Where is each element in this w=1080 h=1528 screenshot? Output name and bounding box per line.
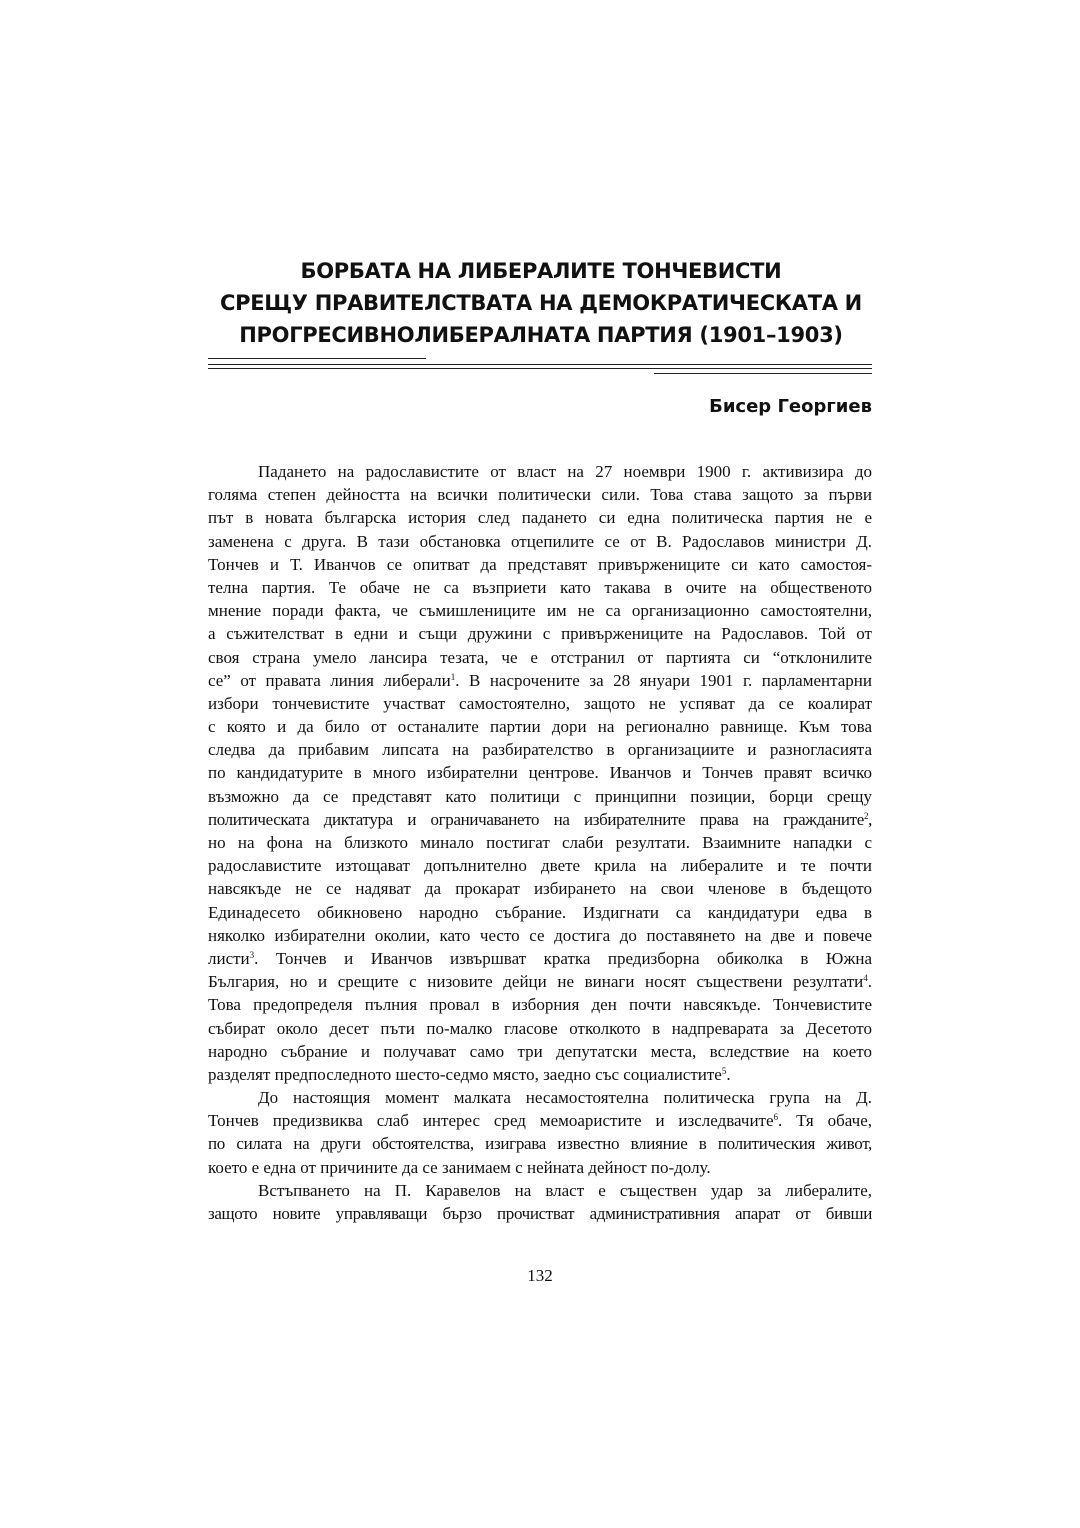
body-line: заменена с друга. В тази обстановка отцепилите се от В. Радославов министри Д.	[208, 531, 872, 551]
title-line-3: ПРОГРЕСИВНОЛИБЕРАЛНАТА ПАРТИЯ (1901–1903)	[239, 323, 843, 347]
footnote-ref-4: 4	[863, 973, 868, 984]
page-number: 132	[527, 1266, 553, 1285]
divider-long-lower	[208, 368, 872, 369]
author-name: Бисер Георгиев	[709, 396, 872, 417]
body-line: разделят предпоследното шесто-седмо място, заедно със социалистите$^5$.	[208, 1064, 731, 1084]
body-line: по силата на други обстоятелства, изиграва известно влияние в политическия живот,	[208, 1134, 872, 1154]
body-line: но на фона на близкото минало постигат слаби резултати. Взаимните нападки с	[208, 833, 872, 852]
body-line: се” от правата линия либерали$^1$. В насрочените за 28 януари 1901 г. парламентарни	[208, 670, 872, 690]
body-line: Тончев и Т. Иванчов се опитват да представят привържениците си като самостоя-	[208, 554, 872, 574]
divider-long-upper	[208, 364, 872, 365]
body-line: по кандидатурите в много избирателни центрове. Иванчов и Тончев правят всичко	[208, 763, 872, 783]
body-line: голяма степен дейността на всички политически сили. Това става защото за първи	[208, 485, 872, 505]
body-line: Единадесето обикновено народно събрание. Издигнати са кандидатури едва в	[208, 902, 872, 922]
body-line: До настоящия момент малката несамостоятелна политическа група на Д.	[258, 1088, 872, 1108]
footnote-ref-2: 2	[863, 810, 869, 821]
footnote-ref-6: 6	[773, 1112, 779, 1123]
article-body	[208, 460, 872, 1225]
body-line: събират около десет пъти по-малко гласове отколкото в надпреварата за Десетото	[208, 1018, 872, 1038]
body-line: Тончев предизвиква слаб интерес сред мемоаристите и изследвачите$^6$. Тя обаче,	[208, 1111, 872, 1131]
body-line: възможно да се представят като политици с принципни позиции, борци срещу	[208, 786, 872, 806]
footnote-ref-3: 3	[249, 949, 255, 960]
body-line: няколко избирателни околии, като често се достига до поставянето на две и повече	[208, 925, 872, 945]
body-line: а съжителстват в едни и същи дружини с привържениците на Радославов. Той от	[208, 624, 872, 644]
body-line: навсякъде не се надяват да прокарат избирането на свои членове в бъдещото	[208, 879, 872, 899]
body-line: България, но и срещите с низовите дейци не винаги носят съществени резултати$^4$.	[208, 972, 872, 992]
body-line: народно събрание и получават само три депутатски места, вследствие на което	[208, 1041, 872, 1061]
body-line: Встъпването на П. Каравелов на власт е съществен удар за либералите,	[258, 1180, 872, 1200]
body-line: избори тончевистите участват самостоятелно, защото не успяват да се коалират	[208, 693, 872, 713]
body-line: листи$^3$. Тончев и Иванчов извършват кратка предизборна обиколка в Южна	[208, 948, 872, 968]
body-line: което е една от причините да се занимаем с нейната дейност по-долу.	[208, 1157, 711, 1177]
divider-short-left	[208, 358, 426, 359]
body-line: Падането на радославистите от власт на 27 ноември 1900 г. активизира до	[258, 462, 872, 481]
body-line: своя страна умело лансира тезата, че е отстранил от партията си “отклонилите	[208, 647, 872, 667]
body-line: следва да прибавим липсата на разбирателство в организациите и разногласията	[208, 740, 872, 760]
footnote-ref-1: 1	[450, 671, 456, 682]
divider-short-right	[654, 373, 872, 374]
body-line: защото новите управляващи бързо прочистват административния апарат от бивши	[208, 1204, 872, 1223]
body-line: път в новата българска история след падането си една политическа партия не е	[208, 508, 872, 528]
title-line-2: СРЕЩУ ПРАВИТЕЛСТВАТА НА ДЕМОКРАТИЧЕСКАТА И	[220, 291, 862, 315]
body-line: Това предопределя пълния провал в изборния ден почти навсякъде. Тончевистите	[208, 995, 872, 1015]
article-title	[150, 255, 932, 351]
body-line: политическата диктатура и ограничаването на избирателните права на гражданите$^2$,	[208, 809, 872, 829]
body-line: с която и да било от останалите партии дори на регионално равнище. Към това	[208, 717, 872, 737]
title-line-1: БОРБАТА НА ЛИБЕРАЛИТЕ ТОНЧЕВИСТИ	[300, 259, 782, 283]
body-line: телна партия. Те обаче не са възприети като такава в очите на общественото	[208, 577, 872, 597]
footnote-ref-5: 5	[721, 1065, 727, 1076]
body-line: мнение поради факта, че съмишлениците им не са организационно самостоятелни,	[208, 601, 872, 621]
body-line: радославистите изтощават допълнително двете крила на либералите и те почти	[208, 856, 872, 876]
